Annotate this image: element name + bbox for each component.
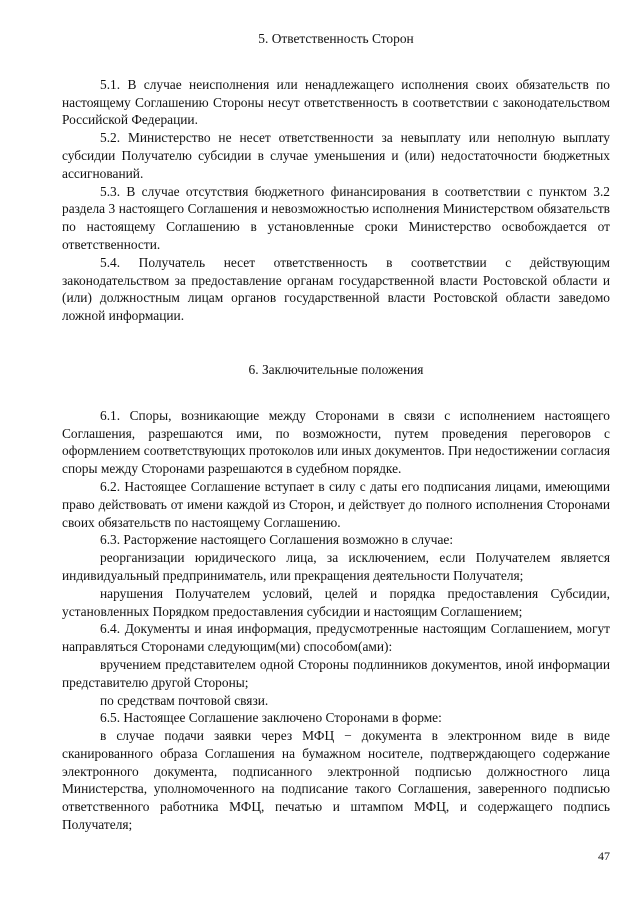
paragraph-6-5-item-1: в случае подачи заявки через МФЦ − документа в электронном виде в виде сканированного образа Соглашения на бумажном носителе, подтверждающего содержание электронного документа, подписанного электронной подписью должностного лица Министерства, уполномоченного на подписание такого Соглашения, заверенного подписью ответственного работника МФЦ, печатью и штампом МФЦ, и содержащего подпись Получателя; bbox=[62, 728, 610, 833]
paragraph-6-5: 6.5. Настоящее Соглашение заключено Сторонами в форме: bbox=[100, 710, 442, 726]
paragraph-6-1: 6.1. Споры, возникающие между Сторонами в связи с исполнением настоящего Соглашения, разрешаются ими, по возможности, путем проведения переговоров с оформлением соответствующих протоколов или иных документов. При недостижении согласия споры между Сторонами разрешаются в судебном порядке. bbox=[62, 407, 610, 477]
paragraph-6-4-item-2: по средствам почтовой связи. bbox=[100, 692, 269, 708]
paragraph-5-3: 5.3. В случае отсутствия бюджетного финансирования в соответствии с пунктом 3.2 раздела 3 настоящего Соглашения и невозможностью исполнения Министерством обязательств по настоящему Соглашению в установленные сроки Министерство освобождается от ответственности. bbox=[62, 183, 610, 252]
paragraph-6-4: 6.4. Документы и иная информация, предусмотренные настоящим Соглашением, могут направляться Сторонами следующим(ми) способом(ами): bbox=[62, 621, 610, 655]
paragraph-6-2: 6.2. Настоящее Соглашение вступает в силу с даты его подписания лицами, имеющими право действовать от имени каждой из Сторон, и действует до полного исполнения Сторонами своих обязательств по настоящему Соглашению. bbox=[62, 478, 610, 530]
section-6-title: 6. Заключительные положения bbox=[248, 361, 424, 377]
paragraph-6-3: 6.3. Расторжение настоящего Соглашения возможно в случае: bbox=[100, 532, 454, 548]
document-page bbox=[62, 0, 610, 905]
paragraph-6-3-item-1: реорганизации юридического лица, за исключением, если Получателем является индивидуальный предприниматель, или прекращения деятельности Получателя; bbox=[62, 550, 610, 583]
section-5-body bbox=[62, 76, 610, 325]
paragraph-6-3-item-2: нарушения Получателем условий, целей и порядка предоставления Субсидии, установленных Порядком предоставления субсидии и настоящим Соглашением; bbox=[62, 585, 610, 619]
section-5-title: 5. Ответственность Сторон bbox=[258, 31, 414, 46]
paragraph-5-1: 5.1. В случае неисполнения или ненадлежащего исполнения своих обязательств по настоящему Соглашению Стороны несут ответственность в соответствии с законодательством Российской Федерации. bbox=[62, 76, 610, 128]
paragraph-5-2: 5.2. Министерство не несет ответственности за невыплату или неполную выплату субсидии Получателю субсидии в случае уменьшения и (или) недостаточности бюджетных ассигнований. bbox=[62, 130, 610, 181]
section-6-body bbox=[62, 407, 610, 834]
page-number: 47 bbox=[598, 849, 610, 863]
paragraph-5-4: 5.4. Получатель несет ответственность в соответствии с действующим законодательством за предоставление органам государственной власти Ростовской области и (или) должностным лицам органов государственной власти Ростовской области заведомо ложной информации. bbox=[62, 254, 610, 324]
paragraph-6-4-item-1: вручением представителем одной Стороны подлинников документов, иной информации представителю другой Стороны; bbox=[62, 656, 610, 690]
